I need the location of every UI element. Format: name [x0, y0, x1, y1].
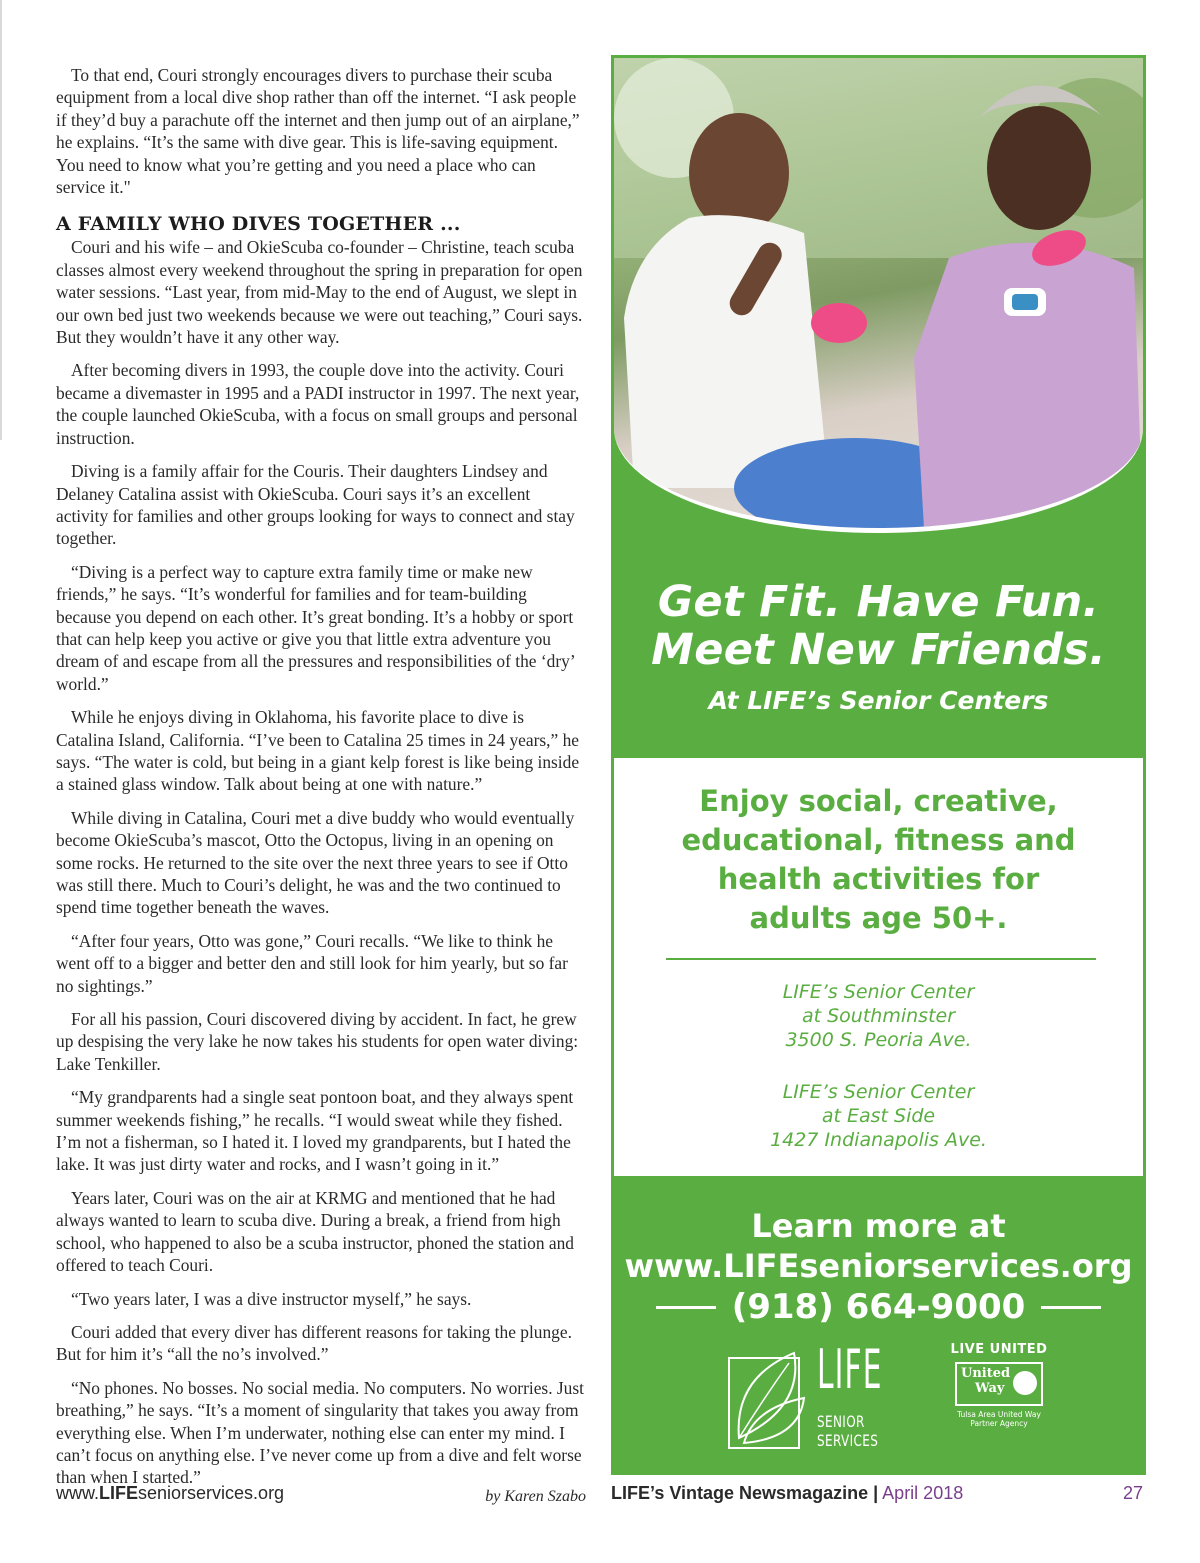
article-paragraph: “After four years, Otto was gone,” Couri recalls. “We like to think he went off to a bigger and better den and still look for him yearly, but so far no sightings.” — [56, 930, 568, 996]
article-paragraph: While he enjoys diving in Oklahoma, his favorite place to dive is Catalina Island, California. “I’ve been to Catalina 25 times in 24 years,” he says. “The water is cold, but being in a giant kelp forest is like being inside a stained glass window. Talk about being at one with nature.” — [56, 707, 580, 795]
page-footer — [0, 1483, 1200, 1513]
location-address: 3500 S. Peoria Ave. — [785, 1029, 972, 1051]
website-link[interactable]: www.LIFEseniorservices.org — [624, 1247, 1133, 1285]
article-paragraph: For all his passion, Couri discovered diving by accident. In fact, he grew up despising the very lake he now takes his students for open water diving: Lake Tenkiller. — [56, 1009, 579, 1074]
phone-number[interactable]: (918) 664-9000 — [731, 1287, 1026, 1327]
article-paragraph: “No phones. No bosses. No social media. No computers. No worries. Just breathing,” he says. “It’s a moment of singularity that takes you away from everything else. When I’m underwater, nothing else can enter my mind. I can’t focus on anything else. I’ve never come up from a dive and felt worse than when I started.” — [56, 1377, 584, 1488]
leaf-icon — [724, 1338, 814, 1458]
article-paragraph: Couri added that every diver has different reasons for taking the plunge. But for him it’s “all the no’s involved.” — [56, 1321, 572, 1365]
partner-agency-line-1: Tulsa Area United Way — [957, 1410, 1041, 1419]
article-paragraph: To that end, Couri strongly encourages divers to purchase their scuba equipment from a local dive shop rather than off the internet. “I ask people if they’d buy a parachute off the internet and then jump out of an airplane,” he explains. “It’s the same with dive gear. This is life-saving equipment. You need to know what you’re getting and you need a place who can service it." — [56, 65, 580, 198]
united-way-badge — [944, 1342, 1054, 1428]
headline-line-1: Get Fit. Have Fun. — [657, 577, 1100, 627]
united-way-hand-icon — [1013, 1371, 1037, 1395]
blurb-line: Enjoy social, creative, — [699, 784, 1058, 818]
ad-logos — [614, 1338, 1143, 1468]
divider-rule — [666, 958, 1096, 960]
united-way-logo — [955, 1362, 1043, 1406]
footer-website[interactable] — [56, 1483, 284, 1504]
footer-separator: | — [873, 1483, 879, 1503]
activities-blurb — [614, 782, 1143, 938]
phone-dash-right — [1041, 1306, 1101, 1309]
article-paragraph: Couri and his wife – and OkieScuba co-founder – Christine, teach scuba classes almost every weekend throughout the spring in preparation for open water sessions. “Last year, from mid-May to the end of August, we slept in our own bed just two weekends because we were out teaching,” Couri says. But they wouldn’t have it any other way. — [56, 237, 583, 348]
article-paragraph: “Diving is a perfect way to capture extra family time or make new friends,” he says. “It’s wonderful for families and for team-building because you depend on each other. It’s great bonding. It’s a hobby or sport that can help keep you active or give you that little extra adventure you dream of and escape from all the pressures and responsibilities of the ‘dry’ world.” — [56, 561, 575, 694]
united-word: United — [961, 1366, 1011, 1381]
location-east-side — [614, 1080, 1143, 1152]
headline-line-2: Meet New Friends. — [651, 625, 1106, 675]
ad-headline — [614, 578, 1143, 718]
learn-more-label: Learn more at — [751, 1207, 1006, 1245]
issue-date: April 2018 — [882, 1483, 964, 1503]
phone-row — [614, 1286, 1143, 1328]
page-edge-shadow — [0, 0, 2, 440]
location-southminster — [614, 980, 1143, 1052]
footer-site-bold: LIFE — [99, 1483, 139, 1503]
headline-subline: At LIFE’s Senior Centers — [708, 686, 1049, 715]
blurb-line: adults age 50+. — [749, 901, 1008, 935]
live-united-text: LIVE UNITED — [950, 1342, 1048, 1357]
article-paragraph: “Two years later, I was a dive instructor myself,” he says. — [71, 1288, 472, 1309]
phone-dash-left — [656, 1306, 716, 1309]
article-paragraph: Diving is a family affair for the Couris. Their daughters Lindsey and Delaney Catalina assist with OkieScuba. Couri says it’s an excellent activity for families and other groups looking for ways to connect and stay together. — [56, 461, 575, 549]
article-column — [56, 64, 586, 1508]
footer-site-suffix: seniorservices.org — [138, 1483, 285, 1503]
life-wordmark: LIFE — [817, 1338, 883, 1401]
ad-info-panel — [614, 758, 1143, 1176]
author-byline: by Karen Szabo — [485, 1487, 586, 1505]
blurb-line: educational, fitness and — [681, 823, 1076, 857]
learn-more-block — [614, 1206, 1143, 1328]
location-name: LIFE’s Senior Center — [782, 1081, 975, 1103]
footer-publication — [611, 1483, 963, 1504]
section-heading: A FAMILY WHO DIVES TOGETHER ... — [56, 213, 461, 236]
location-address: 1427 Indianapolis Ave. — [770, 1129, 987, 1151]
way-word: Way — [975, 1381, 1005, 1396]
life-senior-services-ad — [611, 55, 1146, 1475]
location-name: LIFE’s Senior Center — [782, 981, 975, 1003]
article-paragraph: While diving in Catalina, Couri met a dive buddy who would eventually become OkieScuba’s mascot, Otto the Octopus, living in an opening on some rocks. He returned to the site over the next three years to see if Otto was still there. Much to Couri’s delight, he was and the two continued to spend time together beneath the waves. — [56, 807, 575, 918]
footer-site-prefix: www. — [56, 1483, 100, 1503]
page-number: 27 — [1122, 1483, 1143, 1503]
ad-photo-seniors-exercising — [614, 58, 1143, 533]
senior-services-wordmark: SENIOR SERVICES — [817, 1412, 879, 1450]
life-senior-services-logo — [724, 1338, 934, 1458]
article-paragraph: “My grandparents had a single seat pontoon boat, and they always spent summer weekends fishing,” he recalls. “I would sweat while they fished. I’m not a fisherman, so I hated it. I loved my grandparents, but I hated the lake. It was just dirty water and rocks, and I wasn’t going in it.” — [56, 1087, 574, 1175]
location-subname: at Southminster — [801, 1005, 956, 1027]
location-subname: at East Side — [821, 1105, 936, 1127]
united-way-wordmark — [961, 1366, 1010, 1396]
magazine-name: LIFE’s Vintage Newsmagazine — [611, 1483, 869, 1503]
article-paragraph: Years later, Couri was on the air at KRMG and mentioned that he had always wanted to learn to scuba dive. During a break, a friend from high school, who happened to also be a scuba instructor, phoned the station and offered to teach Couri. — [56, 1187, 574, 1276]
blurb-line: health activities for — [717, 862, 1040, 896]
partner-agency-line-2: Partner Agency — [970, 1419, 1028, 1428]
article-paragraph: After becoming divers in 1993, the couple dove into the activity. Couri became a divemaster in 1995 and a PADI instructor in 1997. The next year, the couple launched OkieScuba, with a focus on small groups and personal instruction. — [56, 360, 580, 448]
seniors-illustration — [614, 58, 1143, 528]
